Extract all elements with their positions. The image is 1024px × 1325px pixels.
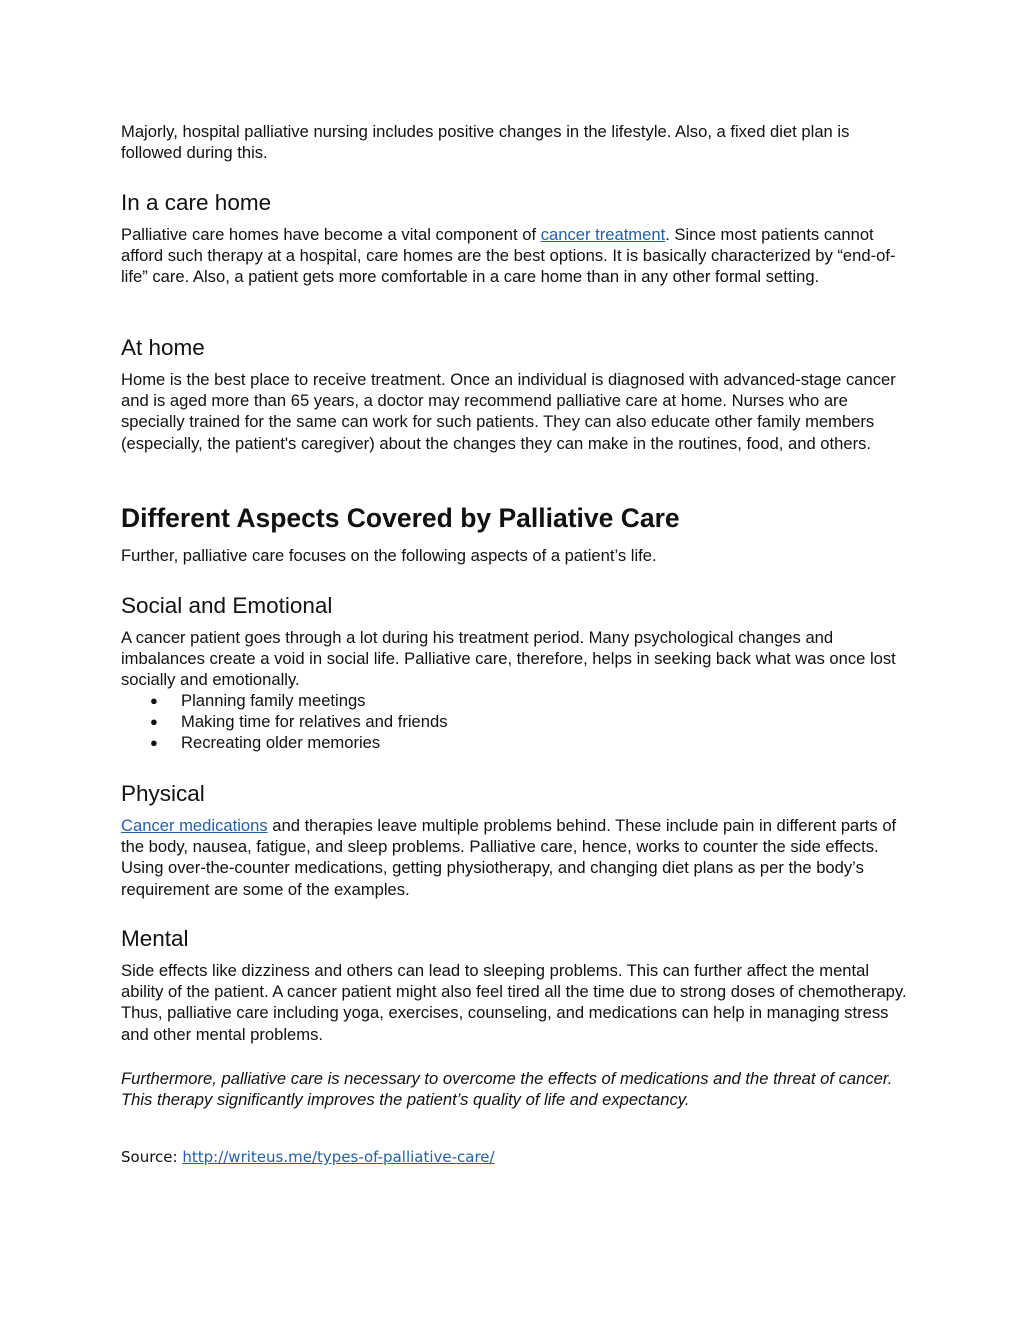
bullet-icon: ●	[150, 714, 158, 730]
mental-heading: Mental	[121, 926, 189, 951]
list-item-text: Recreating older memories	[181, 733, 381, 753]
list-item-text: Making time for relatives and friends	[181, 712, 448, 732]
bullet-icon: ●	[150, 693, 158, 708]
at-home-paragraph: Home is the best place to receive treatment. Once an individual is diagnosed with advanced-stage cancer and is aged more than 65 years, a doctor may recommend palliative care at home. Nurses who are specially trained for the same can work for such patients. They can also educate other family members (especially, the patient's caregiver) about the changes they can make in the routines, food, and others.	[121, 370, 896, 453]
physical-paragraph	[121, 815, 911, 900]
social-heading: Social and Emotional	[121, 593, 333, 618]
cancer-medications-link[interactable]: Cancer medications	[121, 816, 268, 835]
social-bullet-list	[121, 690, 448, 754]
aspects-heading: Different Aspects Covered by Palliative Care	[121, 503, 680, 533]
aspects-paragraph: Further, palliative care focuses on the following aspects of a patient’s life.	[121, 546, 657, 565]
at-home-heading: At home	[121, 335, 205, 360]
source-label: Source:	[121, 1148, 183, 1166]
care-home-text-after: . Since most patients cannot afford such therapy at a hospital, care homes are the best options. It is basically characterized by “end-of-life” care. Also, a patient gets more comfortable in a care home than in any other formal setting.	[121, 225, 896, 287]
mental-paragraph: Side effects like dizziness and others can lead to sleeping problems. This can further affect the mental ability of the patient. A cancer patient might also feel tired all the time due to strong doses of chemotherapy. Thus, palliative care including yoga, exercises, counseling, and medications can help in managing stress and other mental problems.	[121, 961, 907, 1044]
physical-heading: Physical	[121, 781, 205, 806]
list-item-text: Planning family meetings	[181, 691, 366, 710]
source-link[interactable]: http://writeus.me/types-of-palliative-care/	[182, 1148, 495, 1166]
bullet-icon: ●	[150, 735, 158, 751]
source-line	[121, 1147, 495, 1168]
intro-paragraph: Majorly, hospital palliative nursing includes positive changes in the lifestyle. Also, a fixed diet plan is followed during this.	[121, 122, 850, 163]
cancer-treatment-link[interactable]: cancer treatment	[540, 225, 666, 244]
care-home-text-before: Palliative care homes have become a vital component of	[121, 225, 541, 244]
care-home-paragraph	[121, 224, 911, 288]
list-item	[121, 690, 448, 711]
care-home-heading: In a care home	[121, 190, 272, 215]
conclusion-paragraph: Furthermore, palliative care is necessary to overcome the effects of medications and the threat of cancer. This therapy significantly improves the patient’s quality of life and expectancy.	[121, 1069, 893, 1110]
physical-text-after: and therapies leave multiple problems behind. These include pain in different parts of the body, nausea, fatigue, and sleep problems. Palliative care, hence, works to counter the side effects. Using over-the-counter medications, getting physiotherapy, and changing diet plans as per the body’s requirement are some of the examples.	[121, 816, 897, 899]
list-item	[121, 732, 448, 753]
list-item	[121, 711, 448, 732]
social-paragraph: A cancer patient goes through a lot during his treatment period. Many psychological changes and imbalances create a void in social life. Palliative care, therefore, helps in seeking back what was once lost socially and emotionally.	[121, 628, 896, 690]
